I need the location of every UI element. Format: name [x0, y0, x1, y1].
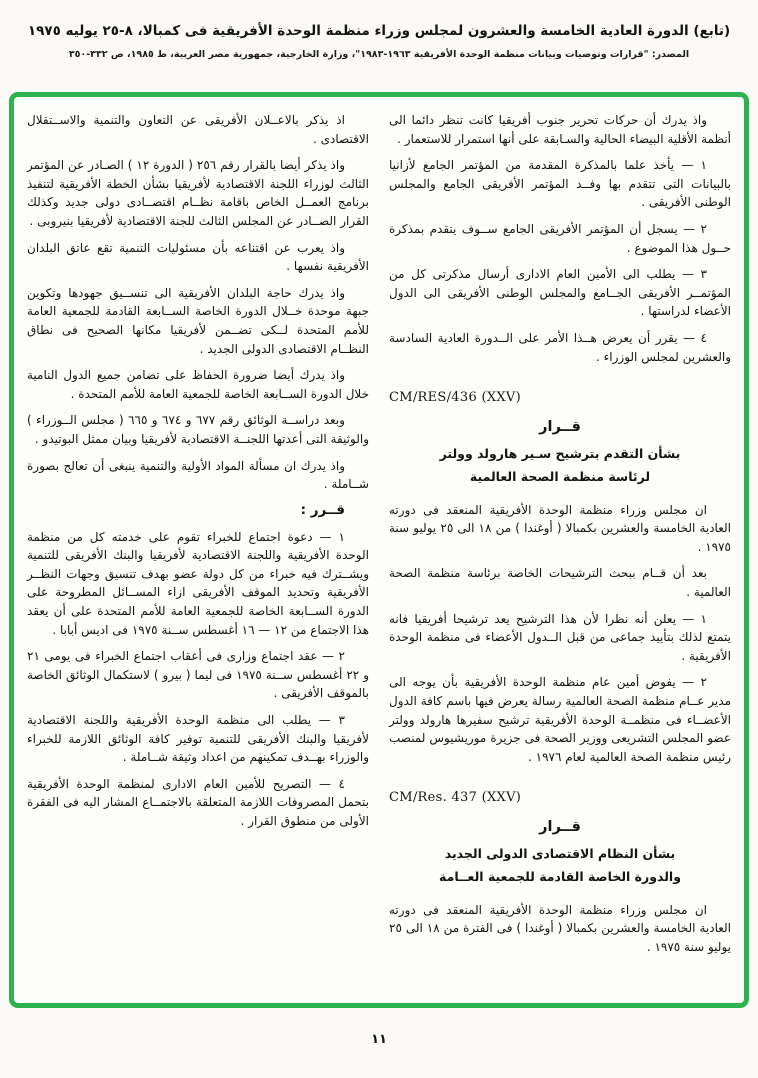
- green-frame: [9, 92, 749, 1008]
- column-left: [27, 111, 369, 839]
- resolution-subtitle: لرئاسة منظمة الصحة العالمية: [469, 468, 651, 484]
- numbered-clause: ٢ — عقد اجتماع وزارى فى أعقاب اجتماع الخبراء فى يومى ٢١ و ٢٢ أغسطس ســنة ١٩٧٥ فى ليما ( بيرو ) لاستكمال الوثائق الخاصة بالموقف الأفريقى .: [27, 649, 370, 701]
- resolution-subtitle: بشأن التقدم بترشيح سـير هارولد وولتر: [439, 446, 681, 462]
- page-number: ١١: [371, 1031, 387, 1047]
- paragraph: واذ يعرب عن اقتناعه بأن مسئوليات التنمية تقع عاتق البلدان الأفريقية نفسها .: [27, 240, 369, 274]
- resolution-subtitle: بشأن النظام الاقتصادى الدولى الجديد: [444, 846, 676, 862]
- numbered-clause: ١ — يأخذ علما بالمذكرة المقدمة من المؤتمر الجامع لأزانيا بالبيانات التى تتقدم بها وفــد المؤتمر الأفريقى الجامع والمجلس الوطنى الأفريقى .: [389, 158, 731, 210]
- paragraph: واذ يذكر أيضا بالقرار رقم ٢٥٦ ( الدورة ١٢ ) الصـادر عن المؤتمر الثالث لوزراء اللجنة الاقتصادية لأفريقيا بشأن الخطة الأفريقية لتنفيذ برنامج العمــل الخاص باقامة نظــام اقتصــادى دولى جديد وكذلك القرار الصــادر عن المجلس الثالث للجنة الاقتصادية لأفريقيا بنيروبى .: [27, 158, 369, 228]
- resolution-code: CM/RES/436 (XXV): [389, 390, 521, 406]
- paragraph: ان مجلس وزراء منظمة الوحدة الأفريقية المنعقد فى دورته العادية الخامسة والعشرين بكمبالا ( أوغندا ) من ١٨ الى ٢٥ يوليو سنة ١٩٧٥ .: [389, 502, 731, 554]
- decree-label: قــرر :: [300, 501, 345, 518]
- numbered-clause: ١ — دعوة اجتماع للخبراء تقوم على خدمته كل من منظمة الوحدة الأفريقية واللجنة الاقتصادية لأفريقيا والبنك الأفريقى للتنمية ويشــترك فيه خبراء من كل دولة عضو بهدف تنسيق وجهات النظــر الأفريقية وتحديد الموقف الأفريقى ازاء المســائل المطروحة على الدورة الســابعة الخاصة للجمعية العامة للأمم المتحدة على أن يعقد هذا الاجتماع من ١٢ — ١٦ أغسطس ســنة ١٩٧٥ فى اديس أبابا .: [27, 529, 369, 637]
- resolution-heading: قــرار: [539, 419, 581, 436]
- paragraph: اذ يذكر بالاعــلان الأفريقى عن التعاون والتنمية والاســتقلال الاقتصادى .: [27, 113, 369, 146]
- paragraph: بعد أن قــام ببحث الترشيحات الخاصة برئاسة منظمة الصحة العالمية .: [389, 566, 731, 599]
- numbered-clause: ٤ — التصريح للأمين العام الادارى لمنظمة الوحدة الأفريقية بتحمل المصروفات اللازمة المتعلقة بالاجتمــاع المشار اليه فى الفقرة الأولى من منطوق القرار .: [27, 776, 369, 828]
- document-header: [0, 0, 758, 92]
- numbered-clause: ٢ — يسجل أن المؤتمر الأفريقى الجامع ســوف يتقدم بمذكرة حــول هذا الموضوع .: [389, 221, 731, 255]
- resolution-subtitle: والدورة الخاصة القادمة للجمعية العــامة: [439, 869, 681, 885]
- numbered-clause: ٣ — يطلب الى الأمين العام الادارى أرسال مذكرتى كل من المؤتمــر الأفريقى الجــامع والمجلس الوطنى الأفريقى الى الدول الأعضاء لدراستها .: [389, 267, 731, 319]
- resolution-code: CM/Res. 437 (XXV): [389, 790, 522, 806]
- paragraph: واذ يدرك أن حركات تحرير جنوب أفريقيا كانت تنظر دائما الى أنظمة الأقلية البيضاء الحالية والسـابقة على أنها استمرار للاستعمار .: [389, 113, 731, 146]
- paragraph: وبعد دراســة الوثائق رقم ٦٧٧ و ٦٧٤ و ٦٦٥ ( مجلس الــوزراء ) والوثيقة التى أعدتها اللجنــة الاقتصادية لأفريقيا وبيان ممثل البوتيدو .: [27, 413, 369, 446]
- column-right: [389, 111, 731, 965]
- numbered-clause: ١ — يعلن أنه نظرا لأن هذا الترشيح يعد ترشيحا أفريقيا فانه يتمتع لذلك بتأييد جماعى من قبل الــدول الأعضاء فى منظمة الوحدة الأفريقية .: [389, 611, 731, 663]
- numbered-clause: ٢ — يفوض أمين عام منظمة الوحدة الأفريقية بأن يوجه الى مدير عــام منظمة الصحة العالمية رسالة يعرض فيها باسم كافة الدول الأعضــاء فى منظمــة الوحدة الأفريقية ترشيح سفيرها هارولد وولتر عضو المجلس التشريعى ووزير الصحة فى جزيرة موريشيوس لمنصب رئيس منظمة الصحة العالمية لعام ١٩٧٦ .: [389, 675, 731, 764]
- numbered-clause: ٤ — يقرر أن يعرض هــذا الأمر على الــدورة العادية السادسة والعشرين لمجلس الوزراء .: [389, 330, 731, 364]
- header-session-title: (تابع) الدورة العادية الخامسة والعشرون لمجلس وزراء منظمة الوحدة الأفريقية فى كمبالا، ٨-٢٥ يوليه ١٩٧٥: [27, 23, 731, 39]
- paragraph: ان مجلس وزراء منظمة الوحدة الأفريقية المنعقد فى دورته العادية الخامسة والعشرين بكمبالا ( أوغندا ) فى الفترة من ١٨ الى ٢٥ يوليو سنة ١٩٧٥ .: [389, 902, 732, 955]
- paragraph: واذ يدرك أيضا ضرورة الحفاظ على تضامن جميع الدول النامية خلال الدورة الســابعة الخاصة للجمعية العامة للأمم المتحدة .: [27, 368, 369, 401]
- paragraph: واذ يدرك ان مسألة المواد الأولية والتنمية ينبغى أن تعالج بصورة شــاملة .: [27, 458, 369, 492]
- paragraph: واذ يدرك حاجة البلدان الأفريقية الى تنســيق جهودها وتكوين جبهة موحدة خــلال الدورة الخاصة الســابعة القادمة للجمعية العامة للأمم المتحدة لــكى تضــمن لأفريقيا مكانها الصحيح فى نطاق النظــام الاقتصادى الدولى الجديد .: [27, 285, 369, 356]
- numbered-clause: ٣ — يطلب الى منظمة الوحدة الأفريقية واللجنة الاقتصادية لأفريقيا والبنك الأفريقى للتنمية توفير كافة الوثائق اللازمة للخبراء والوزراء بهــدف تمكينهم من اعداد وثيقة شــاملة .: [27, 713, 369, 765]
- resolution-heading: قــرار: [539, 819, 581, 836]
- document-footer: [0, 1008, 758, 1070]
- header-source-line: المصدر: "قرارات وتوصيات وبيانات منظمة الوحدة الأفريقية ١٩٦٣-١٩٨٣"، وزارة الخارجية، جمهورية مصر العربية، ط ١٩٨٥، ص ٣٣٢-٣٥٠: [68, 48, 690, 60]
